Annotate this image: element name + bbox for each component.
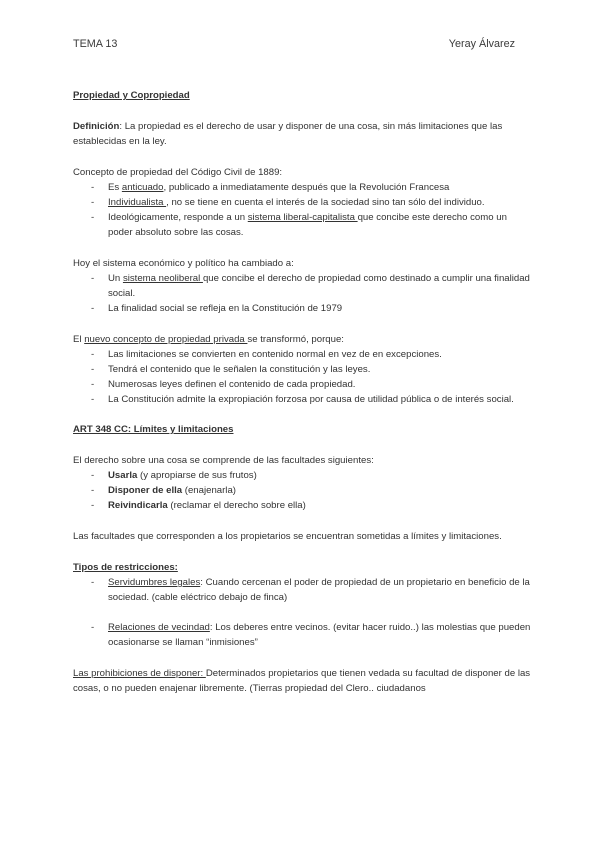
list-item: - Relaciones de vecindad: Los deberes entre vecinos. (evitar hacer ruido..) las molestias que pueden ocasionarse se llaman “inmisiones” (89, 620, 533, 650)
nuevo-list (73, 347, 533, 407)
list-item: - Servidumbres legales: Cuando cercenan el poder de propiedad de un propietario en beneficio de la sociedad. (cable eléctrico debajo de finca) (89, 575, 533, 605)
list-item: - Un sistema neoliberal que concibe el derecho de propiedad como destinado a cumplir una finalidad social. (89, 271, 533, 301)
list-item: - Las limitaciones se convierten en contenido normal en vez de en excepciones. (89, 347, 533, 362)
hoy-intro: Hoy el sistema económico y político ha cambiado a: (73, 258, 294, 269)
list-item: - Tendrá el contenido que le señalen la constitución y las leyes. (89, 362, 533, 377)
art348-heading: ART 348 CC: Límites y limitaciones (73, 424, 234, 435)
definition-text: : La propiedad es el derecho de usar y disponer de una cosa, sin más limitaciones que las establecidas en la ley. (73, 121, 503, 147)
nuevo-intro: El nuevo concepto de propiedad privada se transformó, porque: (73, 334, 344, 345)
list-item: - Disponer de ella (enajenarla) (89, 483, 533, 498)
list-item: - Reivindicarla (reclamar el derecho sobre ella) (89, 498, 533, 513)
art348-intro: El derecho sobre una cosa se comprende de las facultades siguientes: (73, 455, 374, 466)
codigo-intro: Concepto de propiedad del Código Civil de 1889: (73, 167, 283, 178)
prohibiciones-paragraph: Las prohibiciones de disponer: Determinados propietarios que tienen vedada su facultad de disponer de las cosas, o no pueden enajenar libremente. (Tierras propiedad del Clero.. ciudadanos (73, 668, 531, 694)
list-item: - Ideológicamente, responde a un sistema liberal-capitalista que concibe este derecho como un poder absoluto sobre las cosas. (89, 210, 533, 240)
tipos-heading: Tipos de restricciones: (73, 562, 178, 573)
page-header (73, 37, 515, 52)
list-item: - Es anticuado, publicado a inmediatamente después que la Revolución Francesa (89, 180, 533, 195)
codigo-list (73, 180, 533, 240)
definition-label: Definición (73, 121, 120, 132)
list-item: - La finalidad social se refleja en la Constitución de 1979 (89, 301, 533, 316)
list-item: - Individualista , no se tiene en cuenta el interés de la sociedad sino tan sólo del individuo. (89, 195, 533, 210)
facultades-list (73, 468, 533, 513)
hoy-list (73, 271, 533, 316)
list-item: - Usarla (y apropiarse de sus frutos) (89, 468, 533, 483)
list-item: - Numerosas leyes definen el contenido de cada propiedad. (89, 377, 533, 392)
definition-paragraph (73, 119, 533, 149)
document-body (73, 88, 533, 696)
header-author: Yeray Álvarez (448, 38, 515, 50)
art348-after: Las facultades que corresponden a los propietarios se encuentran sometidas a límites y limitaciones. (73, 531, 502, 542)
tipos-list (73, 575, 533, 650)
list-item: - La Constitución admite la expropiación forzosa por causa de utilidad pública o de interés social. (89, 392, 533, 407)
header-topic: TEMA 13 (73, 38, 118, 50)
document-title: Propiedad y Copropiedad (73, 90, 190, 101)
